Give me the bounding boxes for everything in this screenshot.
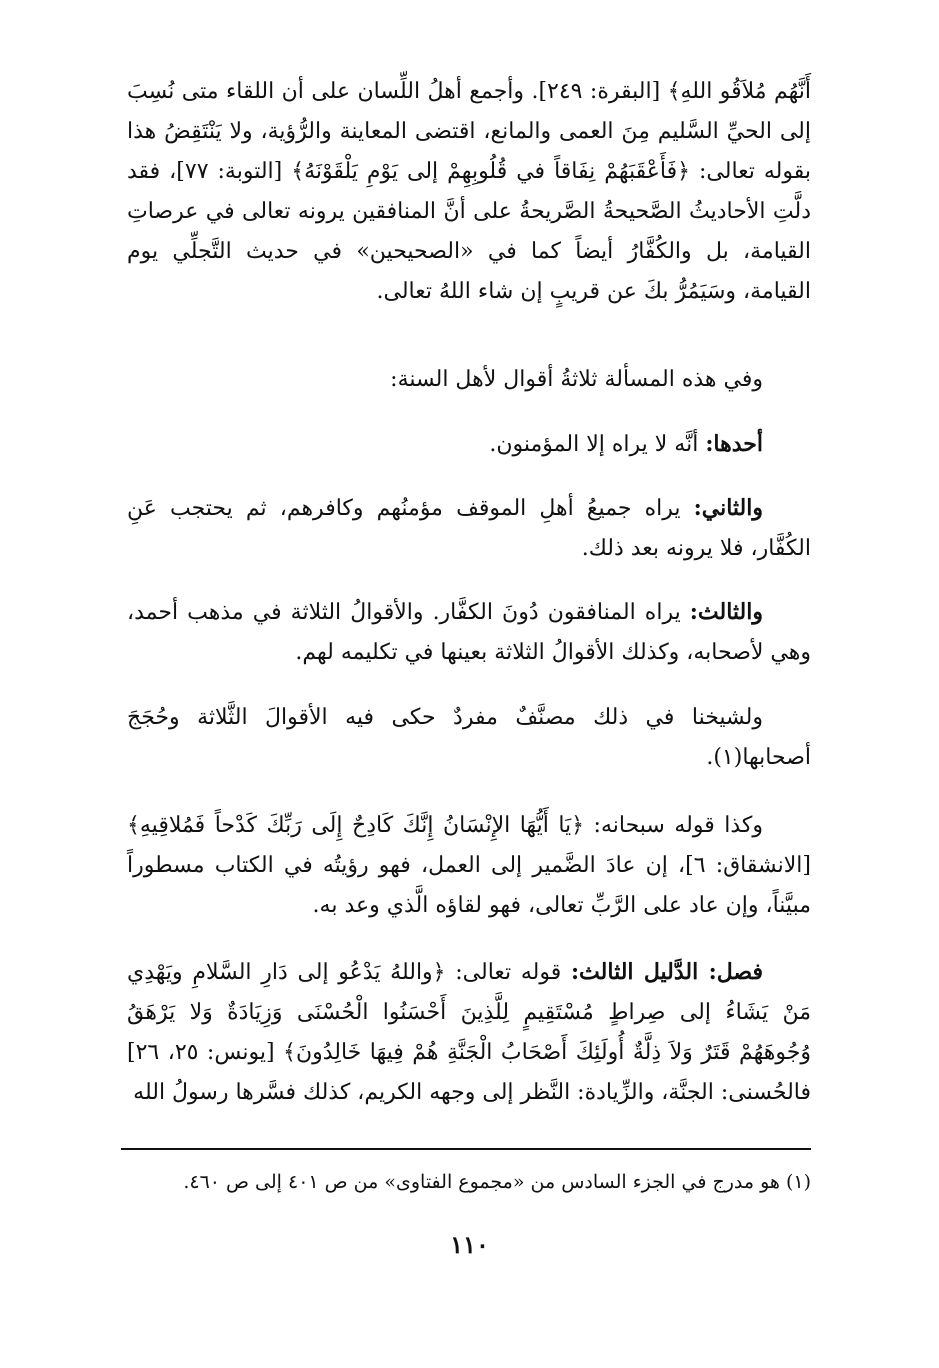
footnote: (١) هو مدرج في الجزء السادس من «مجموع الفتاوى» من ص ٤٠١ إلى ص ٤٦٠. [183, 1171, 811, 1193]
third-opinion-paragraph [127, 592, 811, 673]
first-opinion-paragraph [127, 424, 811, 465]
fasl-text: قوله تعالى: ﴿واللهُ يَدْعُو إلى دَارِ السَّلامِ ويَهْدِي مَنْ يَشَاءُ إلى صِراطٍ مُسْتَقِيمٍ لِلَّذِينَ أَحْسَنُوا الْحُسْنَى وَزِيَادَةٌ وَلا يَرْهَقُ وُجُوهَهُمْ قَتَرٌ وَلاَ ذِلَّةٌ أُولَئِكَ أَصْحَابُ الْجَنَّةِ هُمْ فِيهَا خَالِدُونَ﴾ [يونس: ٢٥، ٢٦] فالحُسنى: الجنَّة، والزِّيادة: النَّظر إلى وجهه الكريم، كذلك فسَّرها رسولُ الله [127, 960, 811, 1105]
footnote-divider [121, 1148, 811, 1150]
third-opinion-text: يراه المنافقون دُونَ الكفَّار. والأقوالُ الثلاثة في مذهب أحمد، وهي لأصحابه، وكذلك الأقوالُ الثلاثة بعينها في تكليمه لهم. [127, 600, 811, 665]
continuation-paragraph: أَنَّهُم مُلاَقُو اللهِ﴾ [البقرة: ٢٤٩]. وأجمع أهلُ اللِّسان على أن اللقاء متى نُسِبَ إلى الحيِّ السَّليم مِنَ العمى والمانع، اقتضى المعاينة والرُّؤية، ولا يَنْتَقِضُ هذا بقوله تعالى: ﴿فَأَعْقَبَهُمْ نِفَاقاً في قُلُوبِهِمْ إلى يَوْمِ يَلْقَوْنَهُ﴾ [التوبة: ٧٧]، فقد دلَّتِ الأحاديثُ الصَّحيحةُ الصَّريحةُ على أنَّ المنافقين يرونه تعالى في عرصاتِ القيامة، بل والكُفَّارُ أيضاً كما في «الصحيحين» في حديث التَّجلِّي يوم القيامة، وسَيَمُرُّ بكَ عن قريبٍ إن شاء اللهُ تعالى. [127, 79, 812, 304]
page-number: ١١٠ [450, 1230, 489, 1259]
first-opinion-text: أنَّه لا يراه إلا المؤمنون. [489, 432, 706, 457]
shaykh-paragraph: ولشيخنا في ذلك مصنَّفٌ مفردٌ حكى فيه الأقوالَ الثَّلاثة وحُجَجَ أصحابها(١). [127, 705, 811, 770]
fasl-paragraph [127, 952, 811, 1113]
second-opinion-label: والثاني: [693, 495, 763, 521]
fasl-label: فصل: الدَّليل الثالث: [570, 959, 763, 985]
third-opinion-label: والثالث: [689, 599, 763, 625]
second-opinion-paragraph [127, 488, 811, 569]
inshiqaq-paragraph: وكذا قوله سبحانه: ﴿يَا أَيُّهَا الإِنْسَانُ إِنَّكَ كَادِحٌ إِلَى رَبِّكَ كَدْحاً فَمُلاقِيهِ﴾ [الانشقاق: ٦]، إن عادَ الضَّمير إلى العمل، فهو رؤيتُه في الكتاب مسطوراً مبيَّناً، وإن عاد على الرَّبِّ تعالى، فهو لقاؤه الَّذي وعد به. [127, 813, 811, 918]
second-opinion-text: يراه جميعُ أهلِ الموقف مؤمنُهم وكافرهم، ثم يحتجب عَنِ الكُفَّار، فلا يرونه بعد ذلك. [127, 496, 811, 561]
intro-paragraph: وفي هذه المسألة ثلاثةُ أقوال لأهل السنة: [390, 367, 763, 392]
first-opinion-label: أحدها: [705, 431, 763, 457]
